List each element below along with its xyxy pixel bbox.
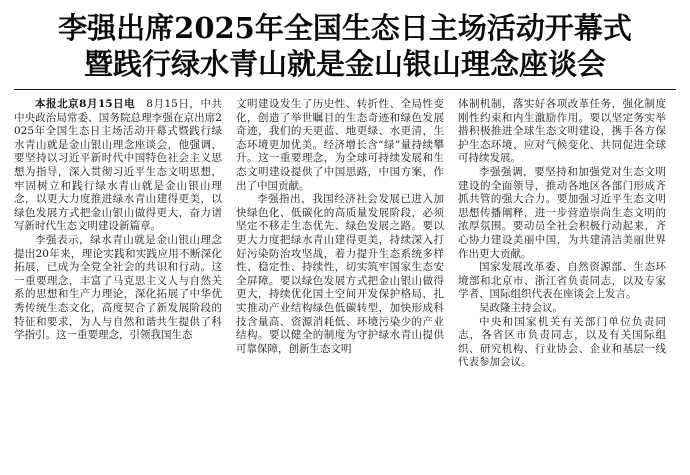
column-3 (458, 98, 666, 370)
column-2-paragraph-2: 李强指出，我国经济社会发展已进入加快绿色化、低碳化的高质量发展阶段，必须坚定不移走生态优先、绿色发展之路。要以更大力度把绿水青山建得更美，持续深入打好污染防治攻坚战，着力提升生态系统多样性、稳定性、持续性，切实筑牢国家生态安全屏障。要以绿色发展方式把金山银山做得更大，持续优化国土空间开发保护格局，扎实推动产业结构绿色低碳转型，加快形成科技含量高、资源消耗低、环境污染少的产业结构。要以健全的制度为守护绿水青山提供可靠保障，创新生态文明 (236, 193, 444, 355)
header-divider (14, 89, 676, 90)
page-title (14, 10, 676, 82)
dateline-bold: 本报北京8月15日电 (35, 98, 136, 110)
dateline-rest: 8月15日， (135, 98, 201, 110)
column-3-paragraph-3: 国家发展改革委、自然资源部、生态环境部和北京市、浙江省负责同志，以及专家学者、国际组织代表在座谈会上发言。 (458, 261, 666, 301)
column-2 (236, 98, 444, 356)
article-columns (14, 98, 676, 370)
column-3-paragraph-5: 中央和国家机关有关部门单位负责同志，各省区市负责同志，以及有关国际组织、研究机构、行业协会、企业和基层一线代表参加会议。 (458, 315, 666, 369)
column-1 (14, 98, 222, 343)
column-3-paragraph-2: 李强强调，要坚持和加强党对生态文明建设的全面领导，推动各地区各部门形成齐抓共管的强大合力。要加强习近平生态文明思想传播阐释，进一步营造崇尚生态文明的浓厚氛围。要动员全社会积极行动起来，齐心协力建设美丽中国，为共建清洁美丽世界作出更大贡献。 (458, 165, 666, 260)
column-3-paragraph-4: 吴政隆主持会议。 (479, 301, 563, 314)
column-2-paragraph-1: 文明建设发生了历史性、转折性、全局性变化，创造了举世瞩目的生态奇迹和绿色发展奇迹，我们的天更蓝、地更绿、水更清，生态环境更加优美。经济增长含“绿”量持续攀升。这一重要理念，为全球可持续发展和生态文明建设提供了中国思路，中国方案，作出了中国贡献。 (236, 98, 444, 192)
headline-line-2: 暨践行绿水青山就是金山银山理念座谈会 (83, 47, 606, 81)
headline-line-1: 李强出席2025年全国生态日主场活动开幕式 (58, 11, 632, 45)
column-3-paragraph-1: 体制机制，落实好各项改革任务，强化制度刚性约束和内生激励作用。要以坚定务实举措积极推进全球生态文明建设，携手各方保护生态环境、应对气候变化、共同促进全球可持续发展。 (458, 98, 666, 165)
dateline-paragraph (14, 98, 222, 234)
column-1-paragraph-1: 中共中央政治局常委、国务院总理李强在京出席2025年全国生态日主场活动开幕式暨践行绿水青山就是金山银山理念座谈会，他强调，要坚持以习近平新时代中国特色社会主义思想为指导，深入贯彻习近平生态文明思想，牢固树立和践行绿水青山就是金山银山理念，以更大力度推进绿水青山建得更美，以绿色发展方式把金山银山做得更大，奋力谱写新时代生态文明建设新篇章。 (14, 98, 223, 233)
column-1-paragraph-2: 李强表示，绿水青山就是金山银山理念提出20年来，理论实践和实践应用不断深化拓展，已成为全党全社会的共识和行动。这一重要理念，丰富了马克思主义人与自然关系的思想和生产力理论，深化拓展了中华优秀传统生态文化，高度契合了新发展阶段的特征和要求，为人与自然和谐共生提供了科学指引。这一重要理念，引领我国生态 (14, 233, 222, 342)
